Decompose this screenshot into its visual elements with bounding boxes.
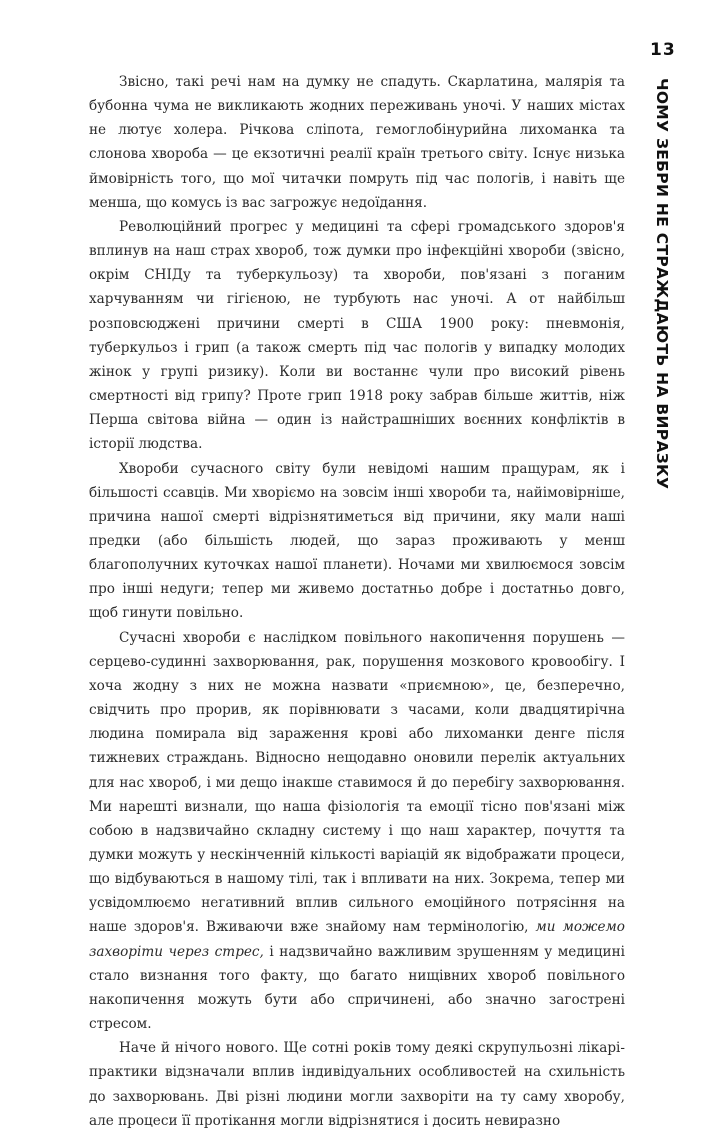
body-text (89, 70, 625, 1133)
running-head: ЧОМУ ЗЕБРИ НЕ СТРАЖДАЮТЬ НА ВИРАЗКУ (653, 78, 671, 490)
page-number: 13 (650, 40, 676, 60)
paragraph: Хвороби сучасного світу були невідомі нашим пращурам, як і більшості ссавців. Ми хворіємо на зовсім інші хвороби та, найімовірніше, причина нашої смерті відрізнятиметься від причини, яку мали наші предки (або більшість людей, що зараз проживають у менш благополучних куточках нашої планети). Ночами ми хвилюємося зовсім про інші недуги; тепер ми живемо достатньо добре і достатньо довго, щоб гинути повільно. (89, 460, 625, 622)
paragraph-text: Сучасні хвороби є наслідком повільного накопичення порушень — серцево-судинні захворювання, рак, порушення мозкового кровообігу. І хоча жодну з них не можна назвати «приємною», це, безперечно, свідчить про прорив, як порівнювати з часами, коли двадцятирічна людина помирала від зараження крові або лихоманки денге після тижневих страждань. Відносно нещодавно оновили перелік актуальних для нас хвороб, і ми дещо інакше ставимося й до перебігу захворювання. Ми нарешті визнали, що наша фізіологія та емоції тісно пов'язані між собою в надзвичайно складну систему і що наш характер, почуття та думки можуть у нескінченній кількості варіацій як відображати процеси, що відбуваються в нашому тілі, так і впливати на них. Зокрема, тепер ми усвідомлюємо негативний вплив сильного емоційного потрясіння на наше здоров'я. Вживаючи вже знайому нам термінологію, (89, 629, 625, 936)
paragraph: Звісно, такі речі нам на думку не спадуть. Скарлатина, малярія та бубонна чума не викликають жодних переживань уночі. У наших містах не лютує холера. Річкова сліпота, гемоглобінурийна лихоманка та слонова хвороба — це екзотичні реалії країн третього світу. Існує низька ймовірність того, що мої читачки помруть під час пологів, і навіть ще менша, що комусь із вас загрожує недоїдання. (89, 74, 625, 211)
paragraph: Революційний прогрес у медицині та сфері громадського здоров'я вплинув на наш страх хвороб, тож думки про інфекційні хвороби (звісно, окрім СНІДу та туберкульозу) та хвороби, пов'язані з поганим харчуванням чи гігієною, не турбують нас уночі. А от найбільш розповсюджені причини смерті в США 1900 року: пневмонія, туберкульоз і грип (а також смерть під час пологів у випадку молодих жінок у групі ризику). Коли ви востаннє чули про високий рівень смертності від грипу? Проте грип 1918 року забрав більше життів, ніж Перша світова війна — один із найстрашніших воєнних конфліктів в історії людства. (89, 218, 625, 453)
paragraph-text: і надзвичайно важливим зрушенням у медицині стало визнання того факту, що багато нищівних хвороб повільного накопичення можуть бути або спричинені, або значно загострені стресом. (89, 943, 625, 1033)
emphasis-text: ми можемо захворіти через стрес, (89, 919, 625, 960)
paragraph (89, 626, 625, 1037)
paragraph: Наче й нічого нового. Ще сотні років тому деякі скрупульозні лікарі-практики відзначали вплив індивідуальних особливостей на схильність до захворювань. Дві різні людини могли захворіти на ту саму хворобу, але процеси її протікання могли відрізнятися і досить невиразно (89, 1040, 625, 1129)
